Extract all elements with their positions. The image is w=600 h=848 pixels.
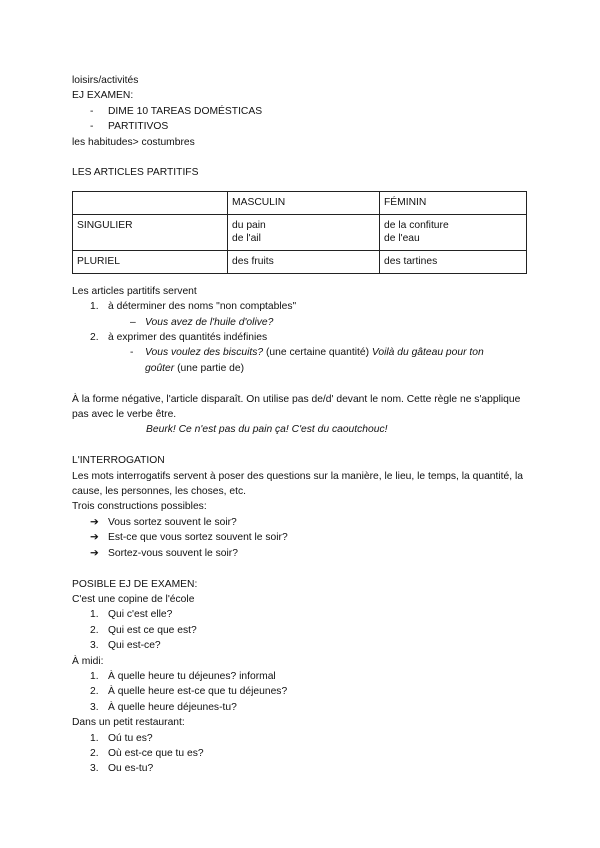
arrow-icon: ➔ [90,532,99,544]
table-row [73,214,527,250]
table-cell: du pain de l'ail [228,214,380,250]
list-item: 3. Qui est-ce? [90,640,161,652]
list-item: 1. Oú tu es? [90,732,153,744]
group-heading: C'est une copine de l'école [72,593,195,605]
table-cell [73,191,228,214]
section-title-partitifs: LES ARTICLES PARTITIFS [72,167,199,179]
list-item: 1. à déterminer des noms "non comptables" [90,301,297,313]
table-header-row [73,191,527,214]
example-line: – Vous avez de l'huile d'olive? [130,316,274,328]
example-line: Beurk! Ce n'est pas du pain ça! C'est du caoutchouc! [146,424,388,436]
header-line-1: loisirs/activités [72,75,139,86]
list-item: 2. à exprimer des quantités indéfinies [90,332,268,344]
header-line-3: les habitudes> costumbres [72,136,195,148]
table-header-cell: MASCULIN [228,191,380,214]
arrow-icon: ➔ [90,516,99,528]
partitifs-table [72,191,527,274]
table-cell: des tartines [380,250,527,273]
list-item: 1. À quelle heure tu déjeunes? informal [90,670,276,682]
arrow-icon: ➔ [90,547,99,559]
table-header-cell: FÉMININ [380,191,527,214]
table-row-label: PLURIEL [73,250,228,273]
header-line-2: EJ EXAMEN: [72,90,134,102]
list-item: 3. Ou es-tu? [90,763,154,775]
list-item: 2. Qui est ce que est? [90,624,197,636]
section-title-interrogation: L'INTERROGATION [72,455,165,467]
list-item: 2. Où est-ce que tu es? [90,747,204,759]
list-item: - PARTITIVOS [90,121,169,133]
paragraph: À la forme négative, l'article disparaît. On utilise pas de/d' devant le nom. Cette règle ne s'applique pas avec le verbe être. [72,393,521,421]
list-item: ➔ Sortez-vous souvent le soir? [72,546,542,561]
paragraph: Les mots interrogatifs servent à poser des questions sur la manière, le lieu, le temps, la quantité, la cause, les personnes, les choses, etc. [72,470,524,498]
list-item: ➔ Est-ce que vous sortez souvent le soir? [72,530,542,545]
table-row [73,250,527,273]
table-cell: de la confiture de l'eau [380,214,527,250]
group-heading: Dans un petit restaurant: [72,717,185,729]
list-item: 2. À quelle heure est-ce que tu déjeunes? [90,686,288,698]
section-title-exam: POSIBLE EJ DE EXAMEN: [72,578,198,590]
table-cell: des fruits [228,250,380,273]
list-item: 3. À quelle heure déjeunes-tu? [90,701,237,713]
paragraph: Trois constructions possibles: [72,501,207,513]
paragraph: Les articles partitifs servent [72,285,197,297]
list-item: ➔ Vous sortez souvent le soir? [72,515,542,530]
list-item: - DIME 10 TAREAS DOMÉSTICAS [90,105,263,117]
document-page [72,73,542,777]
table-row-label: SINGULIER [73,214,228,250]
example-line: - Vous voulez des biscuits? (une certaine quantité) Voilà du gâteau pour ton goûter (une partie de) [130,347,484,374]
list-item: 1. Qui c'est elle? [90,609,173,621]
group-heading: À midi: [72,655,104,667]
